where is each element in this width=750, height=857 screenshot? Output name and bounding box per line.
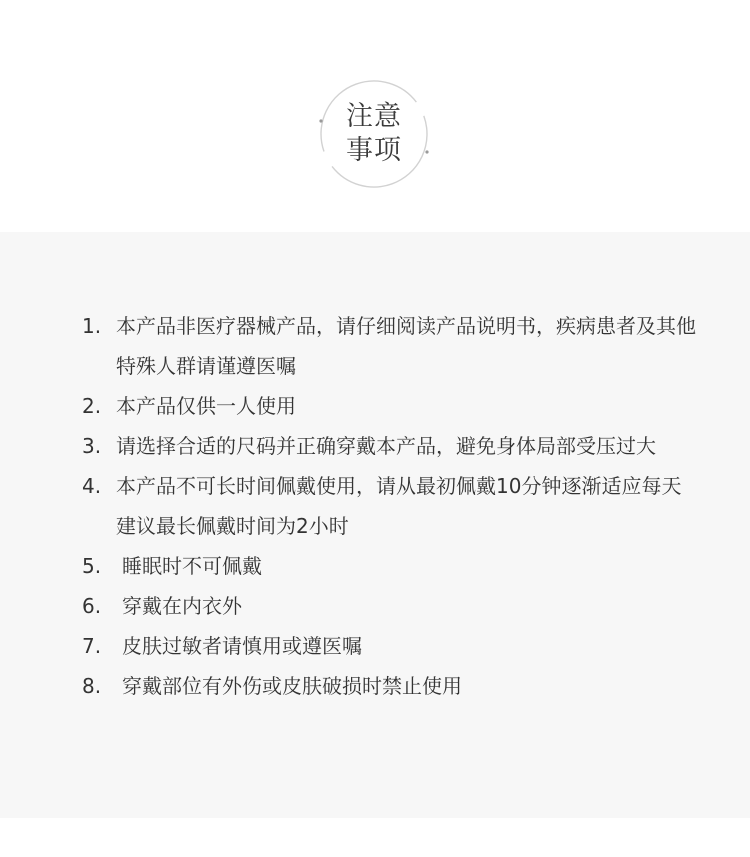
list-item-number: 4. <box>82 474 102 498</box>
list-item-number: 6. <box>82 594 102 618</box>
list-item-text: 本产品仅供一人使用 <box>116 394 296 418</box>
list-item-text: 睡眠时不可佩戴 <box>122 554 262 578</box>
header <box>0 0 750 232</box>
list-item-number: 2. <box>82 394 102 418</box>
list-item-text: 穿戴在内衣外 <box>122 594 242 618</box>
list-item <box>0 666 750 706</box>
list-item-number: 1. <box>82 314 102 338</box>
page-title-line2: 事项 <box>346 135 402 166</box>
list-item-number: 7. <box>82 634 102 658</box>
list-item <box>0 426 750 466</box>
title-badge <box>318 78 430 190</box>
list-item-text: 请选择合适的尺码并正确穿戴本产品，避免身体局部受压过大 <box>116 434 656 458</box>
list-item-text: 皮肤过敏者请慎用或遵医嘱 <box>122 634 362 658</box>
notes-list <box>0 306 750 706</box>
list-item-number: 8. <box>82 674 102 698</box>
list-item-text: 穿戴部位有外伤或皮肤破损时禁止使用 <box>122 674 462 698</box>
page-title <box>318 100 430 168</box>
list-item-number: 5. <box>82 554 102 578</box>
list-item <box>0 306 750 386</box>
list-item-text: 本产品不可长时间佩戴使用，请从最初佩戴10分钟逐渐适应每天建议最长佩戴时间为2小时 <box>116 474 682 538</box>
list-item <box>0 546 750 586</box>
list-item-text: 本产品非医疗器械产品，请仔细阅读产品说明书，疾病患者及其他特殊人群请谨遵医嘱 <box>116 314 696 378</box>
list-item <box>0 626 750 666</box>
list-item <box>0 466 750 546</box>
page-title-line1: 注意 <box>346 101 402 132</box>
list-item <box>0 586 750 626</box>
list-item-number: 3. <box>82 434 102 458</box>
list-item <box>0 386 750 426</box>
